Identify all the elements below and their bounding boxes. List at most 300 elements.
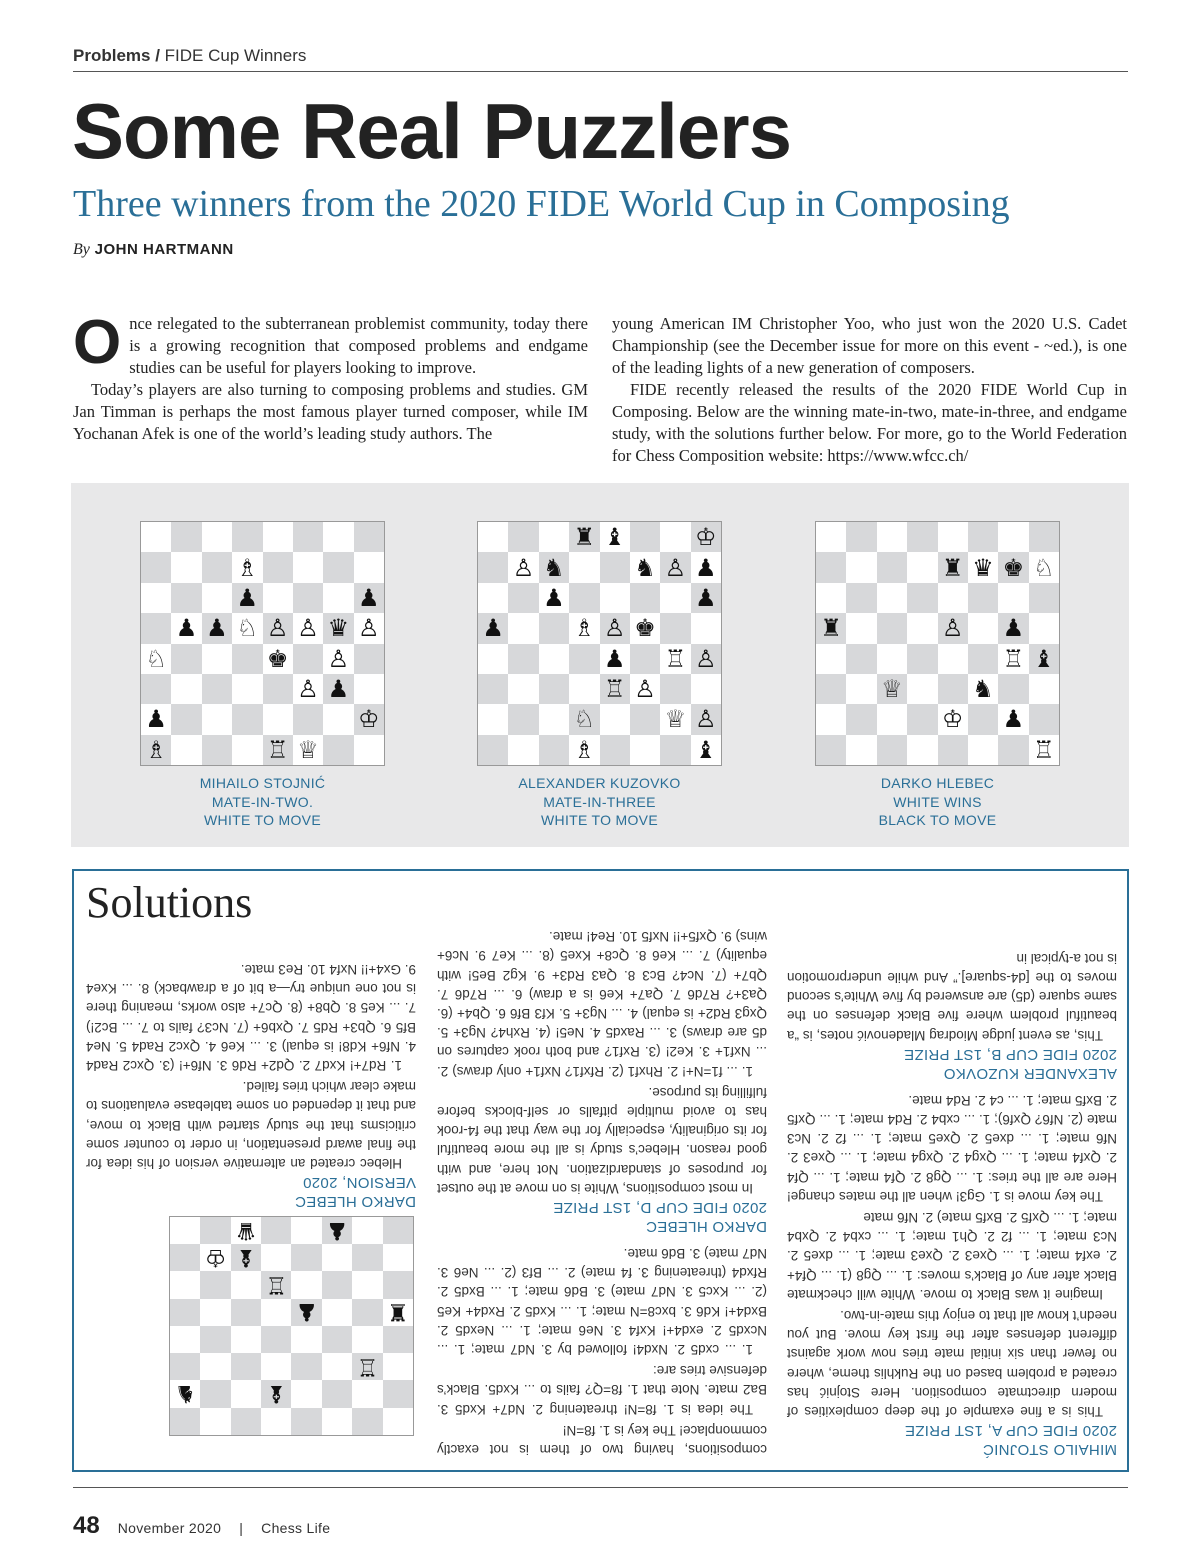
solution-paragraph: Imagine it was Black to move. White will checkmate Black after any of Black’s moves: 1. ... Qg8 (1. ... Qf4+ 2. exf4 mate; 1. ... Qxe3 2. Qxe3 mate; 1. ... dxe5 2. Nc3 mate; 1. ... f2 2. Qh1 mate; 1. ... cxb4 2. Qxb4 mate; 1. ... Qxf5 2. Bxf5 mate) 2. Nf6 mate xyxy=(787,1209,1117,1302)
chess-piece: ♞ xyxy=(972,675,994,704)
chess-piece: ♖ xyxy=(600,674,630,704)
chess-piece: ♝ xyxy=(231,1244,261,1271)
chess-piece: ♙ xyxy=(938,613,968,643)
board-square xyxy=(200,1326,230,1353)
solution-paragraph: In most compositions, White is on move at the outset for purposes of standardization. Not here, and with good reason. Hlebec’s study is all the more beautiful for its originality, especially for the way that the f4-rook has to avoid multiple pitfalls or self-blocks before fulfilling its purpose. xyxy=(437,1084,767,1196)
board-square xyxy=(171,704,201,734)
chess-piece: ♜ xyxy=(387,1298,409,1327)
board-square xyxy=(322,1408,352,1435)
board-square xyxy=(600,583,630,613)
board-square xyxy=(508,644,538,674)
board-square xyxy=(383,1326,413,1353)
solution-paragraph: This, as event judge Miodrag Mladenović notes, is “a beautiful problem where five Black defenses on the same square (d5) are answered by five White’s second moves to the [d4-square].” And while underpromotion is not a-typical in xyxy=(787,950,1117,1043)
board-square xyxy=(907,735,937,765)
board-square xyxy=(352,1272,382,1299)
solutions-box xyxy=(72,869,1129,1472)
board-square xyxy=(352,1326,382,1353)
intro-column-right xyxy=(612,313,1127,467)
board-square xyxy=(846,674,876,704)
board-square xyxy=(846,522,876,552)
board-square xyxy=(171,644,201,674)
chess-piece: ♙ xyxy=(634,675,656,704)
issue-date: November 2020 xyxy=(117,1520,222,1536)
board-square xyxy=(292,1408,322,1435)
board-square xyxy=(539,704,569,734)
caption-task: MATE-IN-THREE xyxy=(543,793,656,810)
chess-piece: ♟ xyxy=(998,613,1028,643)
solution-paragraph: 1. ... f1=N+! 2. Rhxf1 (2. Rfxf1? Nxf1+ only draws) 2. ... Nxf1+ 3. Ke2! (3. Rxf1? and both rook captures on d5 are draws) 3. ... Raxd5 4. Ne5! (4. Rxh4? Ng3+ 5. Qxg3 Rd2+ is equal) 4. ... Ng3+ 5. Kf3 Bf6 6. Qb4+ (6. Qa3+? R7d6 7. Qa7+ Ke6 is a draw) 6. ... R7d6 7. Qb7+ (7. Nc4? Bc3 8. Qa3 Rd3+ 9. Kg2 Be5! with equality) 7. ... Ke6 8. Qc8+ Kxe5 (8. ... Ke7 9. Nc6+ wins) 9. Qxf5+!! Nxf5 10. Re4! mate. xyxy=(437,929,767,1079)
intro-paragraph-3: young American IM Christopher Yoo, who just won the 2020 U.S. Cadet Championship (see the December issue for more on this event - ~ed.), is one of the leading lights of a new generation of composers. xyxy=(612,314,1127,377)
board-square xyxy=(846,552,876,582)
chess-piece: ♖ xyxy=(263,735,293,765)
board-square xyxy=(231,1326,261,1353)
board-square xyxy=(600,735,630,765)
board-square xyxy=(569,583,599,613)
chess-piece: ♟ xyxy=(691,583,721,613)
board-square xyxy=(323,552,353,582)
board-square xyxy=(877,552,907,582)
board-square xyxy=(232,674,262,704)
board-square xyxy=(816,583,846,613)
board-square xyxy=(352,1299,382,1326)
solution-paragraph: compositions, having two of them is not exactly commonplace! The key is 1. f8=N! xyxy=(437,1422,767,1457)
board-square xyxy=(231,1272,261,1299)
board-square xyxy=(478,583,508,613)
board-square xyxy=(323,583,353,613)
chess-piece: ♕ xyxy=(664,705,687,734)
board-square xyxy=(292,1244,322,1271)
chess-piece: ♘ xyxy=(145,644,167,673)
chess-piece: ♟ xyxy=(202,613,232,643)
chess-piece: ♟ xyxy=(695,553,717,582)
board-square xyxy=(1029,583,1059,613)
solution-subheading: VERSION, 2020 xyxy=(302,1174,416,1191)
board-square xyxy=(232,644,262,674)
board-square xyxy=(170,1217,200,1244)
caption-side: WHITE TO MOVE xyxy=(541,812,658,828)
board-square xyxy=(968,704,998,734)
board-square xyxy=(569,674,599,704)
board-square xyxy=(354,522,384,552)
board-square xyxy=(938,583,968,613)
chess-piece: ♚ xyxy=(634,614,656,643)
board-square xyxy=(352,1244,382,1271)
board-square xyxy=(846,644,876,674)
solution-paragraph: The idea is 1. f8=N! threatening 2. Nd7+ Kxd5 3. Ba2 mate. Note that 1. f8=Q? fails to ... Kxd5. Black’s defensive tries are: xyxy=(437,1363,767,1417)
board-square xyxy=(907,522,937,552)
board-square xyxy=(938,644,968,674)
board-square xyxy=(846,583,876,613)
board-square xyxy=(293,644,323,674)
board-square xyxy=(293,552,323,582)
chess-piece: ♚ xyxy=(998,552,1028,582)
chess-piece: ♟ xyxy=(543,583,565,612)
chess-piece: ♙ xyxy=(297,675,319,704)
board-square xyxy=(200,1408,230,1435)
solution-subheading: 2020 FIDE CUP B, 1ST PRIZE xyxy=(903,1045,1117,1063)
board-square xyxy=(170,1408,200,1435)
board-square xyxy=(877,735,907,765)
board-square xyxy=(846,735,876,765)
board-square xyxy=(354,552,384,582)
byline-author: JOHN HARTMANN xyxy=(94,241,234,258)
chess-piece: ♝ xyxy=(261,1381,291,1408)
chess-piece: ♚ xyxy=(266,644,289,673)
board-square xyxy=(846,613,876,643)
board-square xyxy=(998,735,1028,765)
page-number: 48 xyxy=(73,1512,100,1539)
board-square xyxy=(352,1408,382,1435)
chess-piece: ♟ xyxy=(354,583,384,613)
board-square xyxy=(141,583,171,613)
board-square xyxy=(232,735,262,765)
chess-piece: ♗ xyxy=(236,553,259,582)
board-square xyxy=(322,1326,352,1353)
board-square xyxy=(998,674,1028,704)
board-square xyxy=(816,522,846,552)
chess-piece: ♗ xyxy=(573,735,596,764)
chess-board-kuzovko xyxy=(477,521,722,766)
board-square xyxy=(232,704,262,734)
board-square xyxy=(1029,704,1059,734)
chess-piece: ♟ xyxy=(1002,705,1025,734)
board-square xyxy=(383,1272,413,1299)
board-square xyxy=(968,583,998,613)
board-square xyxy=(539,522,569,552)
board-square xyxy=(660,613,690,643)
solution-paragraph: The key move is 1. Gg3! when all the mates change! Here are all the tries: 1. ... Qg8 2. Qf4 mate; 1. ... Qf4 2. Qxf4 mate; 1. ... Qxg4 2. Qxg4 mate; 1. ... Qxe3 2. Nf6 mate; 1. ... dxe5 2. Qxe5 mate; 1. ... f2 2. Nc3 mate (2. Nf6? Qxf6); 1. ... cxb4 2. Rd4 mate; 1. ... Qxf5 2. Bxf5 mate; 1. ... c4 2. Rd4 mate. xyxy=(787,1092,1117,1204)
intro-paragraph-1: Once relegated to the subterranean problemist community, today there is a growing recognition that composed problems and endgame studies can be useful for players looking to improve. xyxy=(73,308,588,377)
board-square xyxy=(263,674,293,704)
board-square xyxy=(539,735,569,765)
chess-piece: ♔ xyxy=(941,705,964,734)
magazine-name: Chess Life xyxy=(261,1520,331,1536)
solution-heading: ALEXANDER KUZOVKO xyxy=(943,1064,1117,1082)
page-footer xyxy=(73,1512,330,1540)
board-square xyxy=(200,1381,230,1408)
board-square xyxy=(600,704,630,734)
board-square xyxy=(323,522,353,552)
board-square xyxy=(261,1244,291,1271)
board-square xyxy=(660,583,690,613)
board-square xyxy=(478,735,508,765)
board-square xyxy=(907,704,937,734)
board-square xyxy=(202,704,232,734)
board-square xyxy=(846,704,876,734)
chess-piece: ♞ xyxy=(539,552,569,582)
chess-piece: ♝ xyxy=(1029,644,1059,674)
chess-piece: ♗ xyxy=(573,614,596,643)
footer-rule xyxy=(73,1487,1128,1488)
board-square xyxy=(323,704,353,734)
board-square xyxy=(293,583,323,613)
board-square xyxy=(1029,674,1059,704)
solution-paragraph: 1. Rd7+! Kxd7 2. Qd2+ Rd6 3. Nf6+! (3. Qxc2 Rad4 4. Nf6+ Kd8! is equal) 3. ... Ke6 4. Qxc2 Rad4 5. Ne4 Bf5 6. Qb3+ Rd5 7. Qxb6+ (7. Nc3? fails to 7. ... Bc2!) 7. ... Ke5 8. Qb8+ (8. Qc7+ also works, meaning there is not one unique try—a bit of a drawback) 8. ... Kxe4 9. Gx4+!! Nxf4 10. Re3 mate. xyxy=(86,961,416,1073)
board-square xyxy=(293,522,323,552)
caption-task: MATE-IN-TWO. xyxy=(211,793,314,810)
board-square xyxy=(293,704,323,734)
board-square xyxy=(231,1353,261,1380)
board-square xyxy=(877,583,907,613)
board-square xyxy=(261,1326,291,1353)
chess-piece: ♟ xyxy=(292,1299,322,1326)
drop-cap: O xyxy=(73,308,122,377)
chess-piece: ♙ xyxy=(600,613,630,643)
board-square xyxy=(508,583,538,613)
board-square xyxy=(202,583,232,613)
article-title: Some Real Puzzlers xyxy=(72,87,791,175)
board-square xyxy=(383,1353,413,1380)
board-square xyxy=(263,704,293,734)
chess-piece: ♙ xyxy=(297,614,319,643)
solution-subheading: 2020 FIDE CUP D, 1ST PRIZE xyxy=(553,1198,767,1216)
chess-piece: ♘ xyxy=(569,704,599,734)
board-square xyxy=(938,674,968,704)
board-square xyxy=(907,552,937,582)
board-square xyxy=(630,735,660,765)
board-square xyxy=(998,522,1028,552)
chess-piece: ♔ xyxy=(691,522,721,552)
chess-piece: ♘ xyxy=(1033,553,1055,582)
intro-column-left xyxy=(73,308,588,445)
board-square xyxy=(200,1353,230,1380)
chess-piece: ♖ xyxy=(1033,735,1055,764)
solution-paragraph: Hlebec created an alternative version of his idea for the final award presentation, in order to counter some criticisms that the study started with Black to move, and that it depended on some tablebase evaluations to make clear which tries failed. xyxy=(86,1079,416,1171)
chess-piece: ♔ xyxy=(354,704,384,734)
running-header xyxy=(73,46,1128,72)
board-square xyxy=(292,1381,322,1408)
chess-piece: ♗ xyxy=(141,735,171,765)
chess-piece: ♙ xyxy=(660,552,690,582)
board-square xyxy=(202,644,232,674)
chess-piece: ♕ xyxy=(297,735,319,764)
caption-side: BLACK TO MOVE xyxy=(878,812,997,828)
byline-by: By xyxy=(73,241,90,258)
board-square xyxy=(1029,613,1059,643)
chess-board-hlebec xyxy=(815,521,1060,766)
solution-heading: MIHAILO STOJNIĆ xyxy=(982,1441,1117,1458)
chess-piece: ♟ xyxy=(478,613,508,643)
board-square xyxy=(170,1244,200,1271)
board-square xyxy=(170,1299,200,1326)
board-square xyxy=(816,735,846,765)
board-square xyxy=(569,644,599,674)
board-square xyxy=(660,674,690,704)
board-square xyxy=(322,1353,352,1380)
caption-composer: DARKO HLEBEC xyxy=(880,775,995,791)
board-square xyxy=(630,522,660,552)
board-square xyxy=(478,704,508,734)
chess-piece: ♖ xyxy=(261,1272,291,1299)
board-square xyxy=(478,522,508,552)
solution-subheading: 2020 FIDE CUP A, 1ST PRIZE xyxy=(904,1422,1117,1439)
board-square xyxy=(261,1408,291,1435)
board-square xyxy=(263,552,293,582)
intro-paragraph-4: FIDE recently released the results of the 2020 FIDE World Cup in Composing. Below are the winning mate-in-two, mate-in-three, and endgame study, with the solutions further below. For more, go to the World Federation for Chess Composition website: https://www.wfcc.ch/ xyxy=(612,380,1127,465)
board-square xyxy=(354,644,384,674)
board-square xyxy=(383,1408,413,1435)
board-square xyxy=(938,735,968,765)
chess-piece: ♞ xyxy=(634,553,656,582)
chess-piece: ♛ xyxy=(323,613,353,643)
board-square xyxy=(352,1217,382,1244)
board-square xyxy=(261,1217,291,1244)
chess-piece: ♜ xyxy=(816,613,846,643)
board-square xyxy=(816,674,846,704)
board-square xyxy=(383,1381,413,1408)
board-square xyxy=(292,1326,322,1353)
chess-piece: ♔ xyxy=(204,1243,227,1272)
chess-piece: ♟ xyxy=(232,583,262,613)
board-square xyxy=(691,613,721,643)
chess-piece: ♝ xyxy=(603,523,626,552)
topic-label: FIDE Cup Winners xyxy=(164,46,307,65)
solutions-title: Solutions xyxy=(86,878,253,927)
board-square xyxy=(202,552,232,582)
chess-piece: ♙ xyxy=(263,613,293,643)
caption-composer: MIHAILO STOJNIĆ xyxy=(199,775,326,791)
chess-piece: ♜ xyxy=(938,552,968,582)
board-square xyxy=(261,1299,291,1326)
board-square xyxy=(478,552,508,582)
board-square xyxy=(877,704,907,734)
board-square xyxy=(171,735,201,765)
board-square xyxy=(171,583,201,613)
board-square xyxy=(322,1381,352,1408)
board-square xyxy=(816,552,846,582)
board-square xyxy=(907,583,937,613)
board-square xyxy=(907,674,937,704)
chess-piece: ♟ xyxy=(322,1217,352,1244)
caption-hlebec xyxy=(815,774,1060,830)
board-square xyxy=(938,522,968,552)
caption-side: WHITE TO MOVE xyxy=(204,812,321,828)
solution-column-hlebec-version xyxy=(86,921,416,1211)
solution-column-kuzovko xyxy=(437,879,767,1459)
board-square xyxy=(263,583,293,613)
board-square xyxy=(877,613,907,643)
solution-paragraph: 1. ... cxd5 2. Nxd4! followed by 3. Nd7 mate; 1. ... Ncxd5 2. exd4+! Kxf4 3. Ne6 mate; 1. ... Nexd5 2. Bxd4+! Kd6 3. bxc8=N mate; 1. ... Kxd5 2. Rxd4+ Ke5 (2. ... Kxc5 3. Nd7 mate) 3. Bd6 mate; 1. ... Bxd5 2. Rfxd4 (threatening 3. f4 mate) 2. ... Bf3 (2. ... Ne6 3. Nd7 mate) 3. Bd6 mate. xyxy=(437,1245,767,1357)
board-square xyxy=(539,674,569,704)
chess-piece: ♝ xyxy=(695,735,717,764)
solution-heading: DARKO HLEBEC xyxy=(294,1193,416,1210)
chess-piece: ♙ xyxy=(691,644,721,674)
board-square xyxy=(352,1381,382,1408)
board-square xyxy=(323,735,353,765)
chess-piece: ♞ xyxy=(174,1380,196,1409)
board-square xyxy=(202,522,232,552)
chess-piece: ♙ xyxy=(691,704,721,734)
board-square xyxy=(539,644,569,674)
chess-piece: ♛ xyxy=(972,553,994,582)
caption-composer: ALEXANDER KUZOVKO xyxy=(518,775,681,791)
board-square xyxy=(539,613,569,643)
chess-piece: ♙ xyxy=(512,553,535,582)
board-square xyxy=(660,735,690,765)
chess-board-hlebec-version xyxy=(169,1216,414,1436)
board-square xyxy=(968,522,998,552)
board-square xyxy=(600,552,630,582)
chess-piece: ♛ xyxy=(235,1216,257,1245)
board-square xyxy=(660,522,690,552)
board-square xyxy=(200,1299,230,1326)
chess-piece: ♙ xyxy=(327,644,350,673)
board-square xyxy=(292,1272,322,1299)
intro-paragraph-2: Today’s players are also turning to composing problems and studies. GM Jan Timman is perhaps the most famous player turned composer, while IM Yochanan Afek is one of the world’s leading study authors. The xyxy=(73,380,588,443)
board-square xyxy=(877,522,907,552)
solution-paragraph: This is a fine example of the deep complexities of modern directmate composition. Here Stojnić has created a problem based on the Rukhlis theme, where no fewer than six initial mate tries now work against different defenses after the first key move. But you needn’t know all that to enjoy this mate-in-two. xyxy=(787,1307,1117,1419)
board-square xyxy=(141,552,171,582)
board-square xyxy=(354,674,384,704)
board-square xyxy=(322,1272,352,1299)
board-square xyxy=(968,644,998,674)
chess-piece: ♖ xyxy=(1002,644,1025,673)
board-square xyxy=(231,1408,261,1435)
board-square xyxy=(171,674,201,704)
chess-piece: ♟ xyxy=(323,674,353,704)
board-square xyxy=(202,735,232,765)
board-square xyxy=(231,1381,261,1408)
caption-kuzovko xyxy=(477,774,722,830)
board-square xyxy=(292,1353,322,1380)
board-square xyxy=(354,735,384,765)
board-square xyxy=(968,613,998,643)
board-square xyxy=(261,1353,291,1380)
board-square xyxy=(292,1217,322,1244)
board-square xyxy=(170,1272,200,1299)
board-square xyxy=(171,522,201,552)
section-label: Problems / xyxy=(73,46,160,65)
board-square xyxy=(998,583,1028,613)
board-square xyxy=(200,1217,230,1244)
board-square xyxy=(630,644,660,674)
board-square xyxy=(508,522,538,552)
board-square xyxy=(508,613,538,643)
board-square xyxy=(141,674,171,704)
byline xyxy=(73,240,234,259)
chess-board-stojnic xyxy=(140,521,385,766)
board-square xyxy=(816,704,846,734)
board-square xyxy=(968,735,998,765)
caption-task: WHITE WINS xyxy=(893,793,982,810)
board-square xyxy=(691,674,721,704)
board-square xyxy=(569,552,599,582)
solution-column-stojnic xyxy=(787,879,1117,1459)
board-square xyxy=(478,674,508,704)
board-square xyxy=(170,1353,200,1380)
board-square xyxy=(383,1244,413,1271)
board-square xyxy=(508,735,538,765)
diagram-panel xyxy=(71,483,1129,847)
board-square xyxy=(383,1217,413,1244)
caption-stojnic xyxy=(140,774,385,830)
board-square xyxy=(630,583,660,613)
board-square xyxy=(322,1299,352,1326)
chess-piece: ♟ xyxy=(175,614,198,643)
board-square xyxy=(907,644,937,674)
board-square xyxy=(170,1326,200,1353)
chess-piece: ♖ xyxy=(664,644,687,673)
board-square xyxy=(202,674,232,704)
board-square xyxy=(322,1244,352,1271)
board-square xyxy=(478,644,508,674)
chess-piece: ♟ xyxy=(603,644,626,673)
article-subtitle: Three winners from the 2020 FIDE World Cup in Composing xyxy=(73,183,1010,225)
chess-piece: ♜ xyxy=(569,522,599,552)
board-square xyxy=(816,644,846,674)
solution-heading: DARKO HLEBEC xyxy=(645,1217,767,1235)
board-square xyxy=(508,674,538,704)
